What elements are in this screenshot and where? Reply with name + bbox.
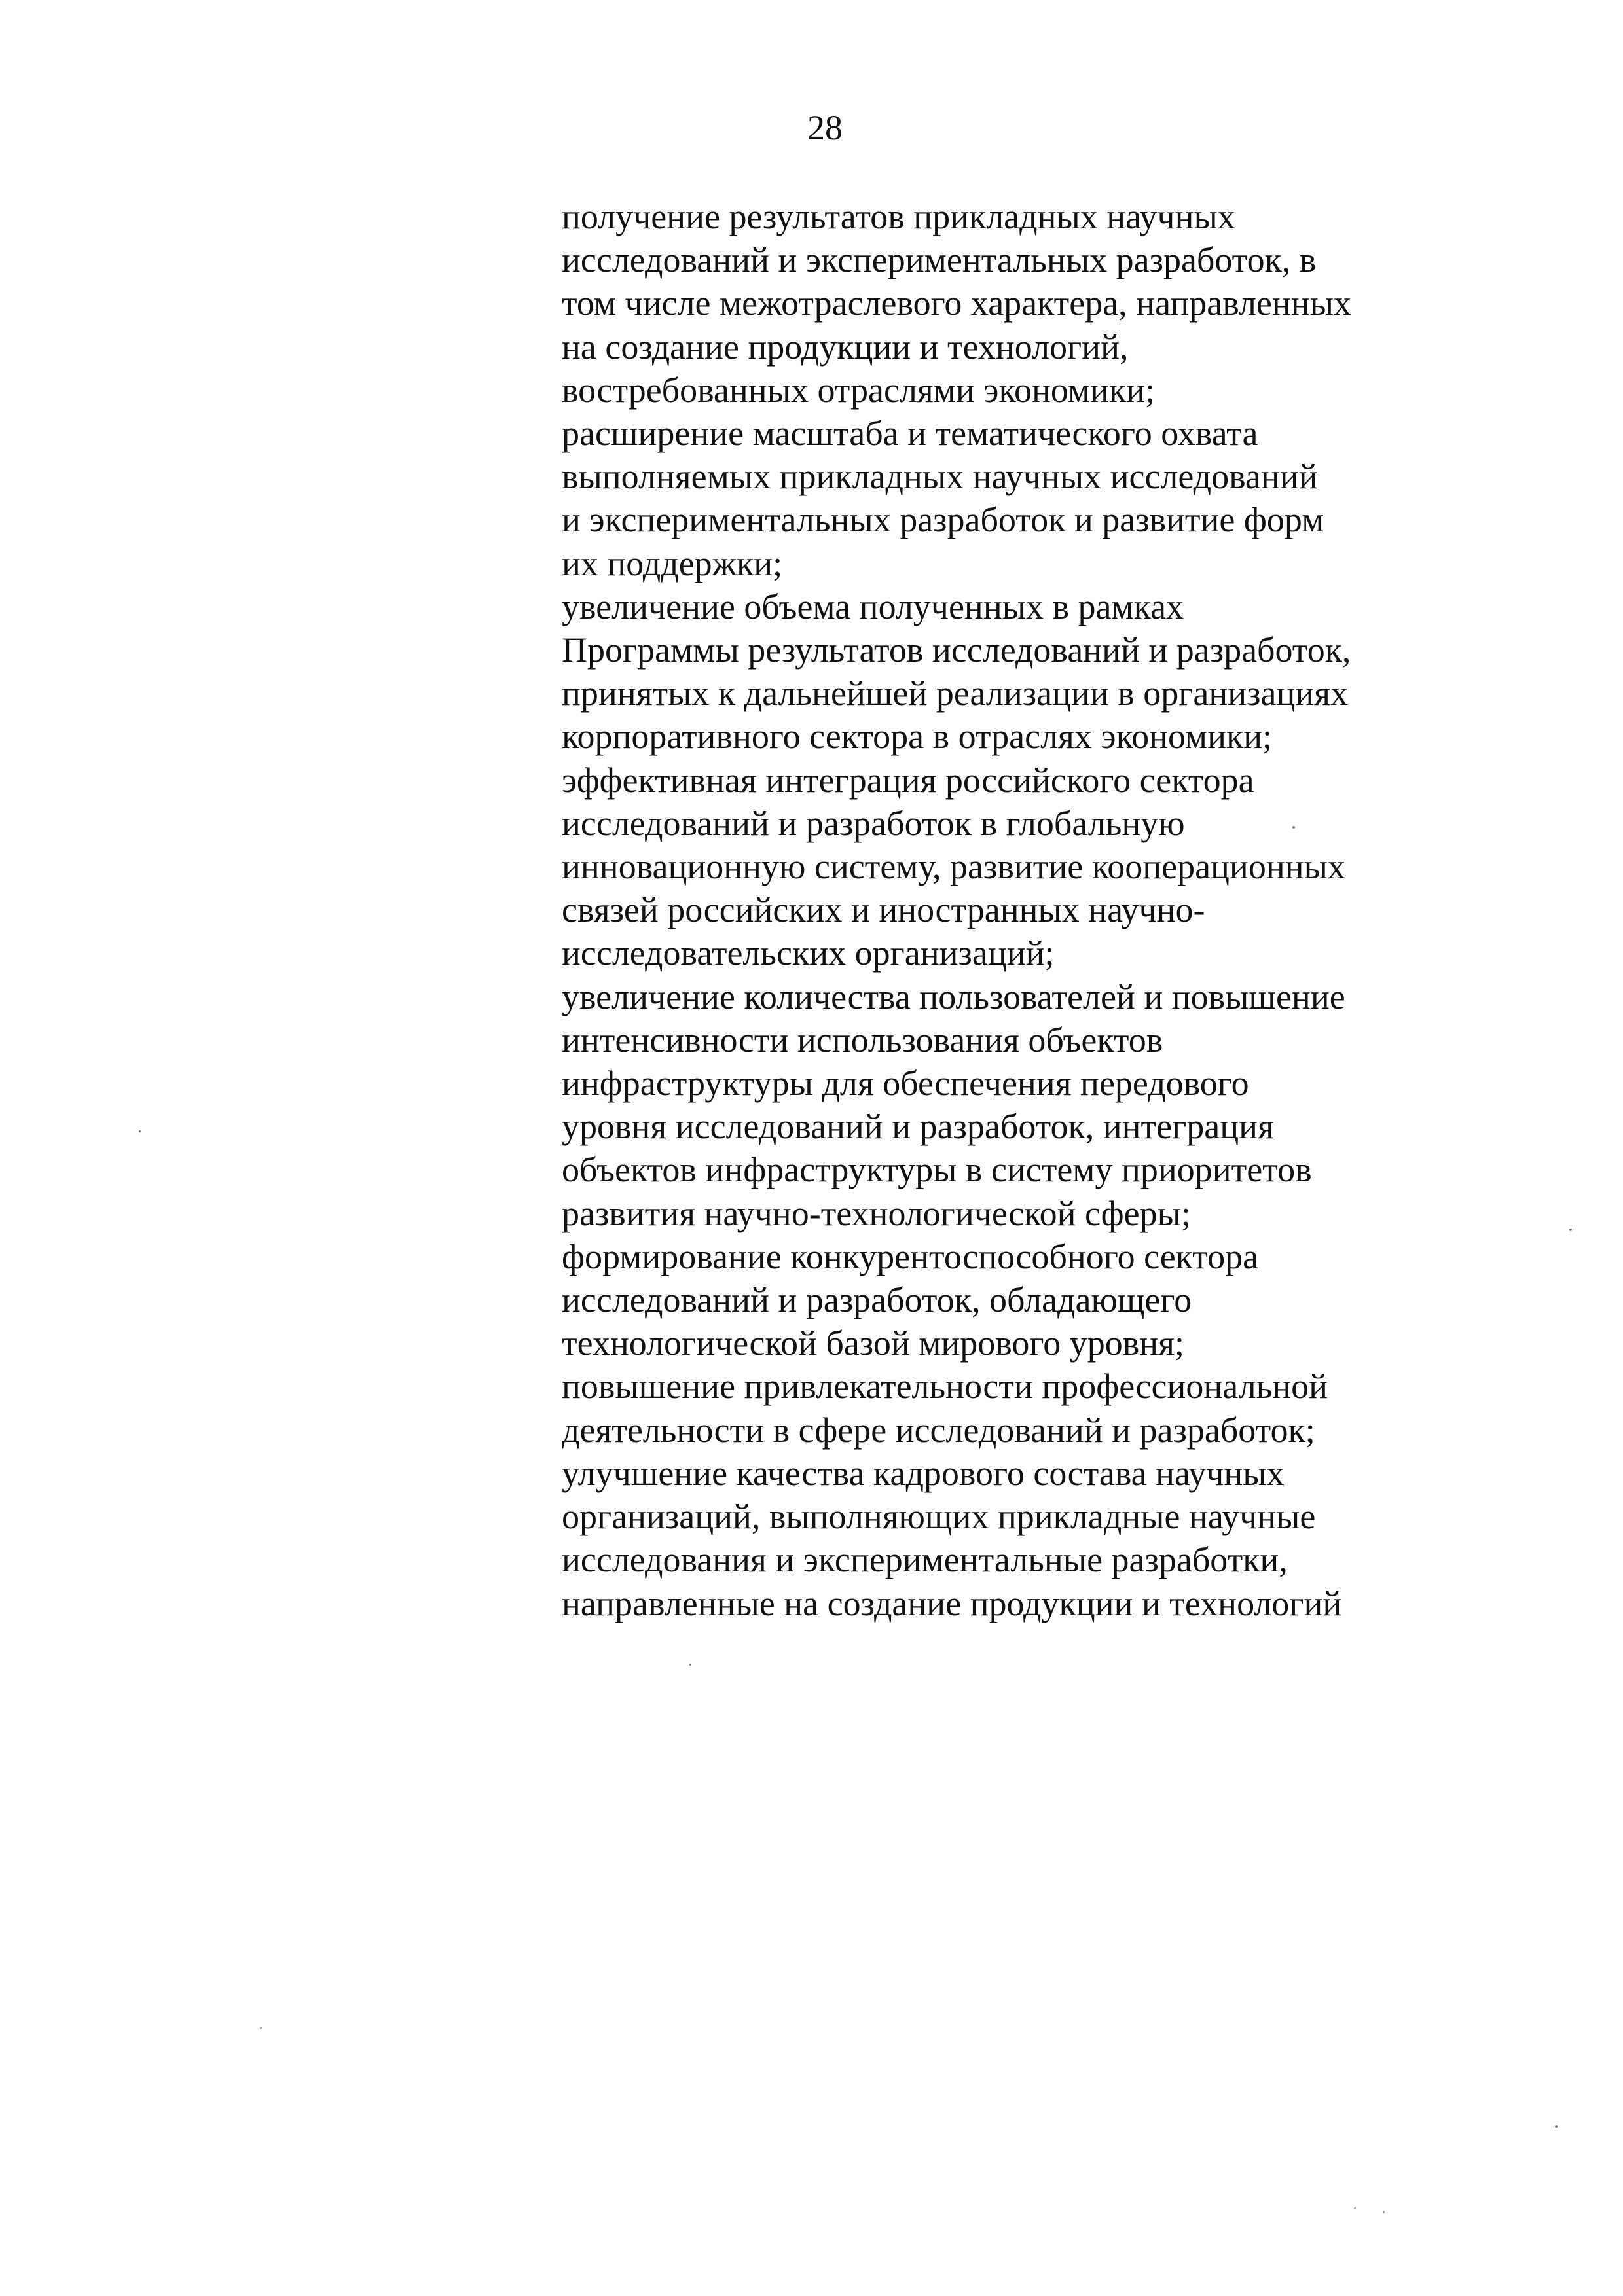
text-line: Программы результатов исследований и разработок, xyxy=(562,630,1351,670)
scan-speck xyxy=(1555,2125,1558,2128)
text-line: востребованных отраслями экономики; xyxy=(562,370,1156,410)
text-line: исследовательских организаций; xyxy=(562,933,1055,973)
text-line: эффективная интеграция российского сектора xyxy=(562,760,1254,800)
text-line: повышение привлекательности профессиональной xyxy=(562,1367,1328,1407)
text-line: технологической базой мирового уровня; xyxy=(562,1323,1184,1363)
text-line: организаций, выполняющих прикладные научные xyxy=(562,1497,1316,1537)
scan-speck xyxy=(689,1664,691,1666)
text-line: получение результатов прикладных научных xyxy=(562,197,1235,236)
scan-speck xyxy=(1292,826,1295,829)
text-line: том числе межотраслевого характера, направленных xyxy=(562,283,1351,323)
text-line: формирование конкурентоспособного сектора xyxy=(562,1236,1259,1276)
text-line: объектов инфраструктуры в систему приоритетов xyxy=(562,1150,1312,1190)
text-line: направленные на создание продукции и технологий xyxy=(562,1583,1342,1623)
text-line: улучшение качества кадрового состава научных xyxy=(562,1453,1285,1493)
scan-speck xyxy=(1354,2207,1356,2209)
text-line: инновационную систему, развитие кооперационных xyxy=(562,847,1345,887)
text-line: связей российских и иностранных научно- xyxy=(562,890,1205,930)
text-line: принятых к дальнейшей реализации в организациях xyxy=(562,673,1349,713)
text-line: их поддержки; xyxy=(562,543,783,583)
text-line: корпоративного сектора в отраслях экономики; xyxy=(562,717,1273,757)
scan-speck xyxy=(139,1130,141,1132)
scan-speck xyxy=(260,2027,262,2029)
text-line: развития научно-технологической сферы; xyxy=(562,1193,1191,1233)
text-line: выполняемых прикладных научных исследований xyxy=(562,457,1318,497)
text-line: исследования и экспериментальные разработки, xyxy=(562,1540,1288,1580)
text-line: исследований и разработок, обладающего xyxy=(562,1280,1192,1320)
text-line: интенсивности использования объектов xyxy=(562,1020,1163,1060)
text-line: на создание продукции и технологий, xyxy=(562,327,1129,367)
page-number: 28 xyxy=(807,108,843,147)
text-line: деятельности в сфере исследований и разработок; xyxy=(562,1410,1315,1450)
text-line: расширение масштаба и тематического охвата xyxy=(562,414,1258,454)
text-line: уровня исследований и разработок, интеграция xyxy=(562,1107,1274,1147)
text-line: исследований и экспериментальных разработок, в xyxy=(562,240,1317,280)
text-line: инфраструктуры для обеспечения передового xyxy=(562,1064,1249,1103)
scan-speck xyxy=(1569,1229,1572,1231)
text-line: увеличение объема полученных в рамках xyxy=(562,586,1184,626)
text-line: увеличение количества пользователей и повышение xyxy=(562,977,1345,1016)
text-line: и экспериментальных разработок и развитие форм xyxy=(562,500,1324,540)
scan-speck xyxy=(1383,2211,1385,2213)
text-line: исследований и разработок в глобальную xyxy=(562,803,1185,843)
body-text xyxy=(562,195,1504,1625)
